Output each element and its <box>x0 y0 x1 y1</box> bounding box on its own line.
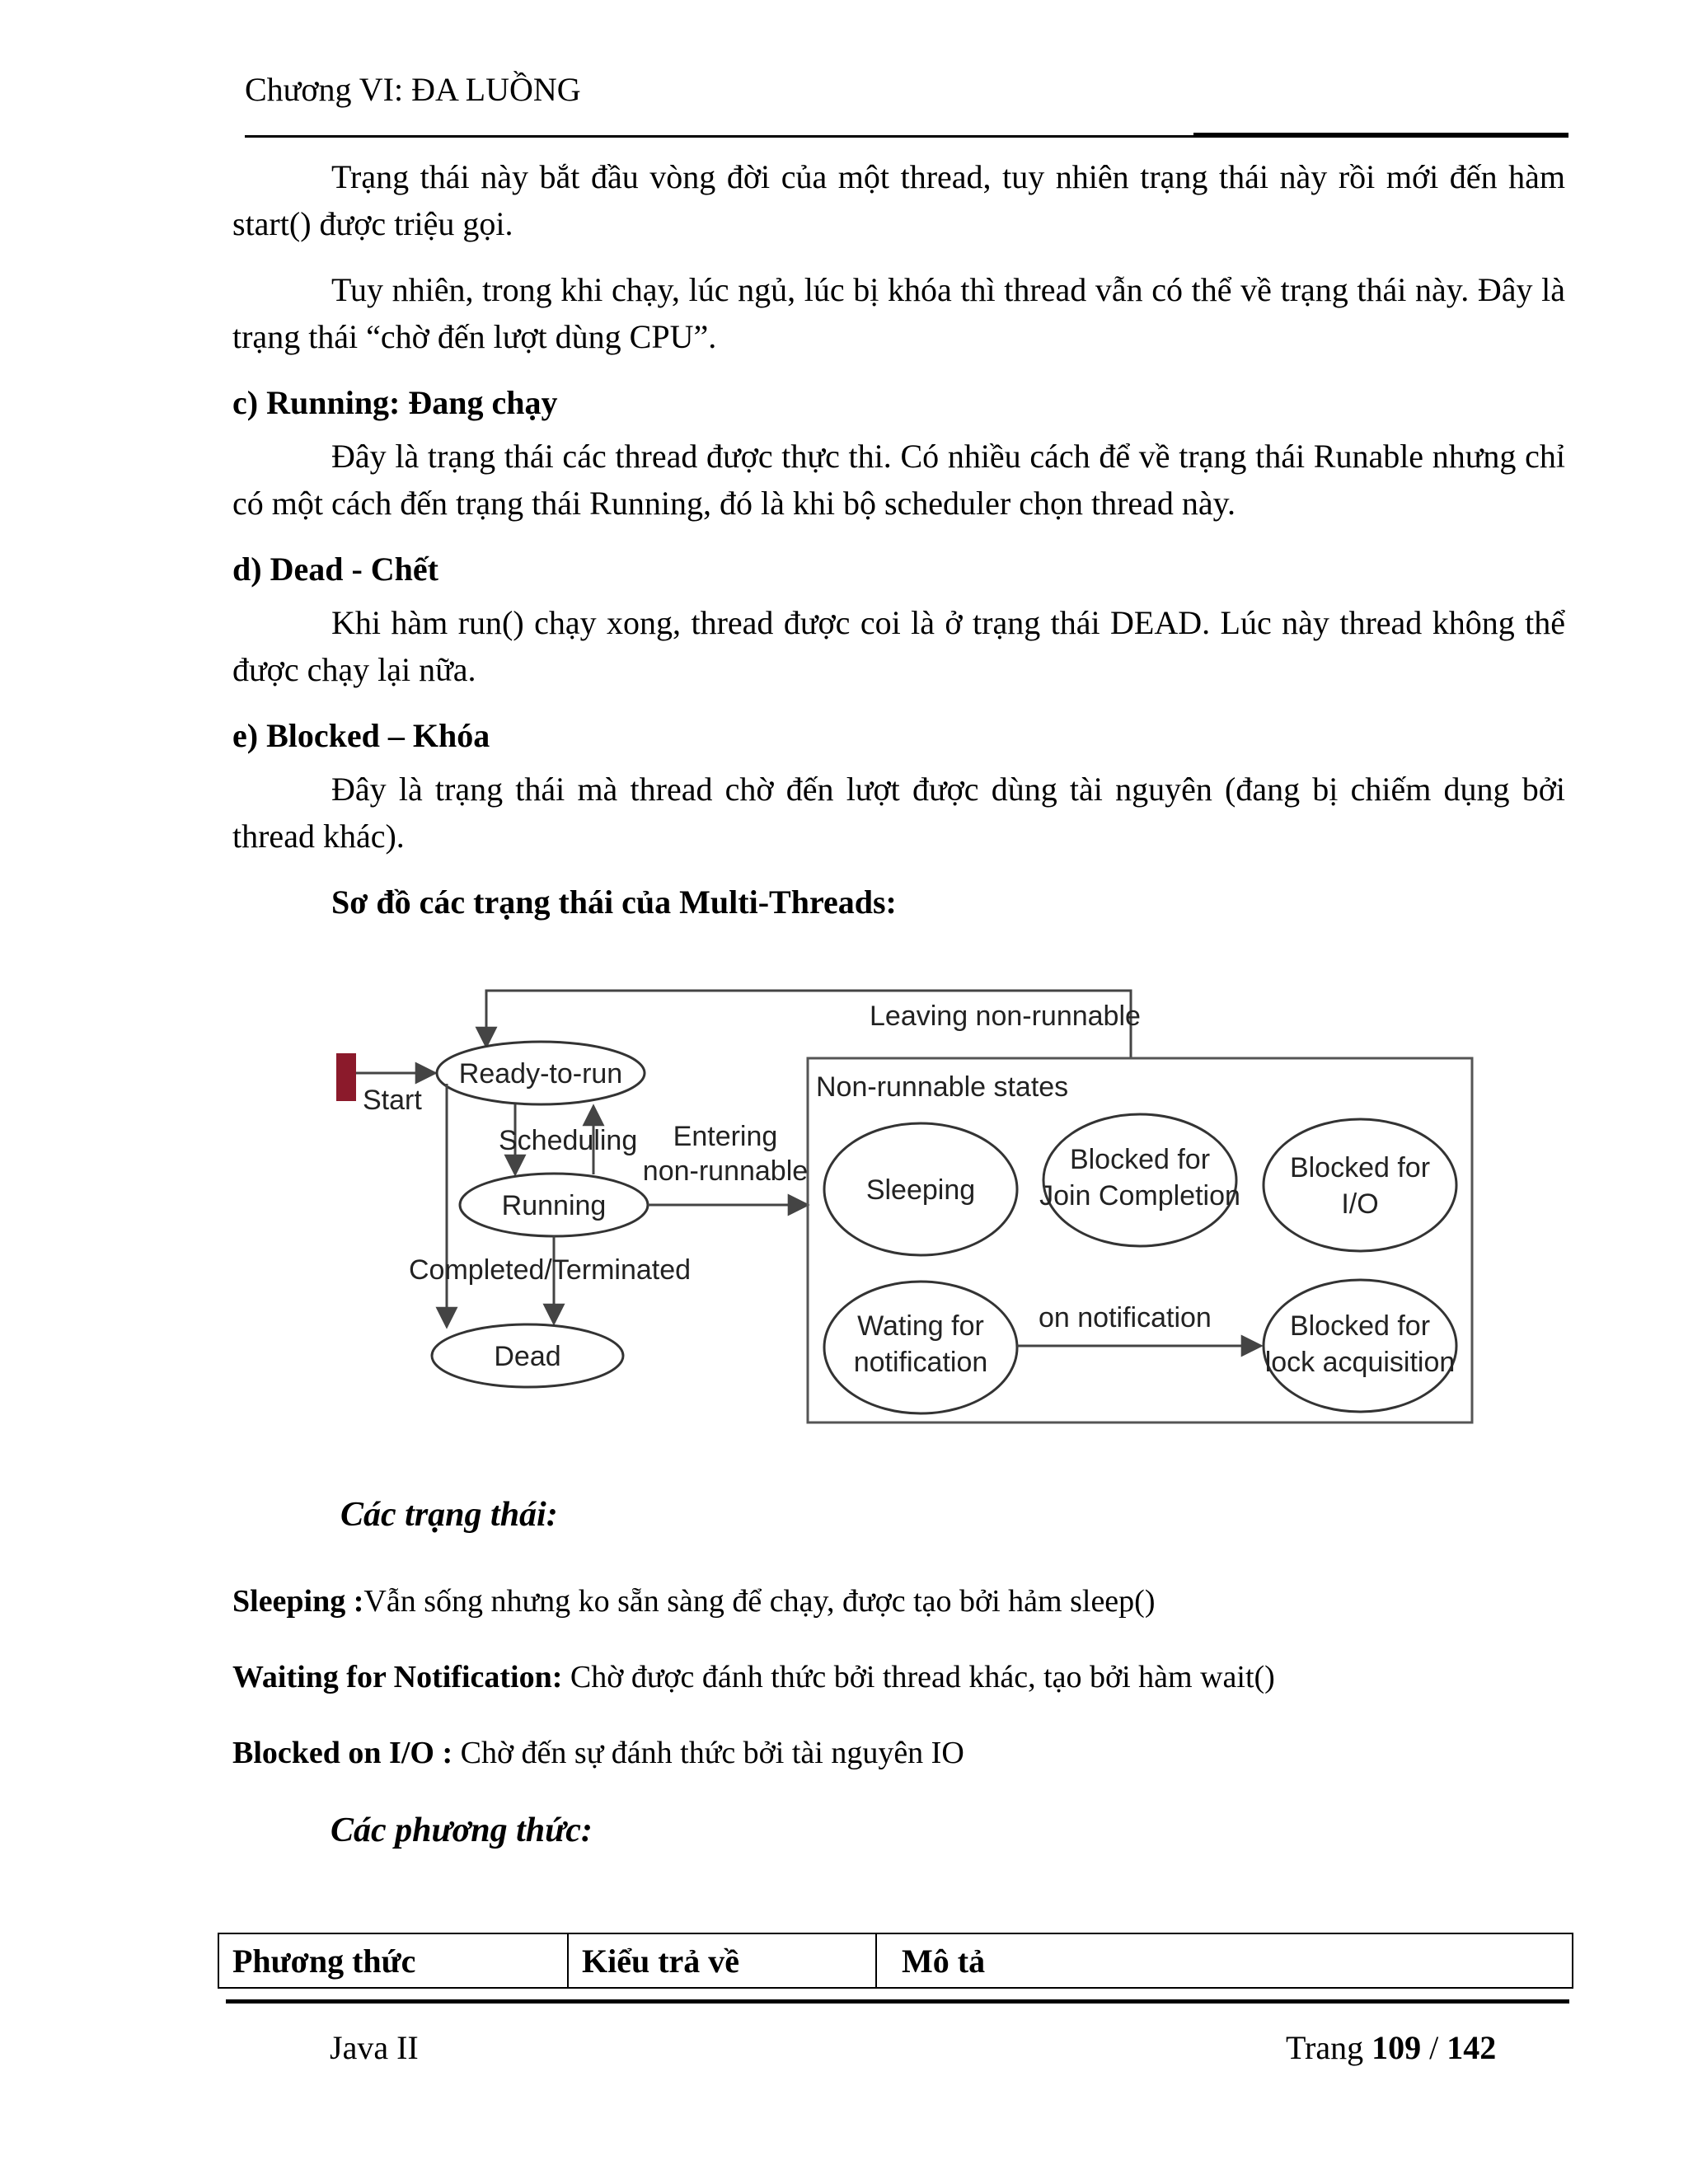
start-label: Start <box>363 1085 422 1116</box>
page-sep: / <box>1421 2029 1447 2066</box>
waiting-term: Waiting for Notification: <box>232 1660 563 1694</box>
non-runnable-title: Non-runnable states <box>816 1071 1069 1103</box>
scheduling-label: Scheduling <box>499 1125 638 1156</box>
col-method: Phương thức <box>218 1933 568 1988</box>
blocked-definition <box>232 1732 964 1774</box>
methods-table <box>218 1933 1573 1989</box>
page-content <box>232 153 1565 926</box>
dead-label: Dead <box>494 1341 561 1372</box>
entering-label-line1: Entering <box>673 1121 778 1152</box>
blocked-io-line2: I/O <box>1341 1188 1379 1220</box>
waiting-desc: Chờ được đánh thức bởi thread khác, tạo bởi hàm wait() <box>562 1660 1275 1694</box>
sleeping-desc: Vẫn sống nhưng ko sẵn sàng để chạy, được tạo bởi hảm sleep() <box>363 1584 1156 1619</box>
footer-rule <box>226 1999 1569 2004</box>
methods-heading: Các phương thức: <box>331 1811 593 1849</box>
header-rule-thin <box>245 135 1197 138</box>
entering-label-line2: non-runnable <box>642 1155 809 1187</box>
blocked-lock-line1: Blocked for <box>1289 1310 1431 1342</box>
paragraph-runnable-state: Tuy nhiên, trong khi chạy, lúc ngủ, lúc bị khóa thì thread vẫn có thể về trạng thái này. Đây là trạng thái “chờ đến lượt dùng CPU”. <box>232 271 1565 355</box>
heading-running: c) Running: Đang chạy <box>232 384 558 421</box>
start-marker <box>336 1053 356 1101</box>
sleeping-label: Sleeping <box>865 1174 976 1206</box>
blocked-io-line1: Blocked for <box>1289 1152 1431 1183</box>
paragraph-dead: Khi hàm run() chạy xong, thread được coi là ở trạng thái DEAD. Lúc này thread không thể được chạy lại nữa. <box>232 604 1565 688</box>
waiting-line2: notification <box>853 1347 988 1378</box>
running-label: Running <box>501 1190 607 1221</box>
states-heading: Các trạng thái: <box>340 1496 558 1534</box>
footer-course: Java II <box>330 2029 419 2066</box>
blocked-term: Blocked on I/O : <box>232 1736 453 1770</box>
ready-to-run-label: Ready-to-run <box>458 1058 623 1090</box>
completed-label: Completed/Terminated <box>409 1254 692 1286</box>
page-prefix: Trang <box>1286 2029 1372 2066</box>
col-description: Mô tả <box>876 1933 1573 1988</box>
footer-page-number <box>1286 2027 1496 2069</box>
blocked-join-line2: Join Completion <box>1039 1180 1240 1212</box>
blocked-lock-state <box>1264 1280 1456 1412</box>
blocked-join-line1: Blocked for <box>1069 1144 1211 1175</box>
diagram-title: Sơ đồ các trạng thái của Multi-Threads: <box>331 883 897 921</box>
paragraph-new-state: Trạng thái này bắt đầu vòng đời của một thread, tuy nhiên trạng thái này rồi mới đến hàm start() được triệu gọi. <box>232 158 1565 242</box>
sleeping-definition <box>232 1581 1155 1622</box>
sleeping-term: Sleeping : <box>232 1584 364 1619</box>
blocked-io-state <box>1264 1119 1456 1251</box>
page-total: 142 <box>1447 2029 1497 2066</box>
thread-state-diagram <box>330 972 1500 1442</box>
blocked-desc: Chờ đến sự đánh thức bởi tài nguyên IO <box>452 1736 964 1770</box>
heading-dead: d) Dead - Chết <box>232 551 438 588</box>
header-rule-thick <box>1193 133 1568 138</box>
chapter-title: Chương VI: ĐA LUỒNG <box>245 71 581 108</box>
page-current: 109 <box>1372 2029 1422 2066</box>
methods-table-header-row <box>218 1933 1573 1988</box>
waiting-line1: Wating for <box>857 1310 984 1342</box>
heading-blocked: e) Blocked – Khóa <box>232 717 490 754</box>
waiting-definition <box>232 1657 1275 1698</box>
blocked-lock-line2: lock acquisition <box>1264 1347 1456 1378</box>
leaving-label: Leaving non-runnable <box>870 1001 1141 1032</box>
paragraph-running: Đây là trạng thái các thread được thực thi. Có nhiều cách để về trạng thái Runable nhưng chỉ có một cách đến trạng thái Running, đó là khi bộ scheduler chọn thread này. <box>232 438 1565 522</box>
paragraph-blocked: Đây là trạng thái mà thread chờ đến lượt được dùng tài nguyên (đang bị chiếm dụng bởi thread khác). <box>232 771 1565 855</box>
col-return-type: Kiểu trả về <box>568 1933 876 1988</box>
on-notification-label: on notification <box>1039 1302 1212 1333</box>
